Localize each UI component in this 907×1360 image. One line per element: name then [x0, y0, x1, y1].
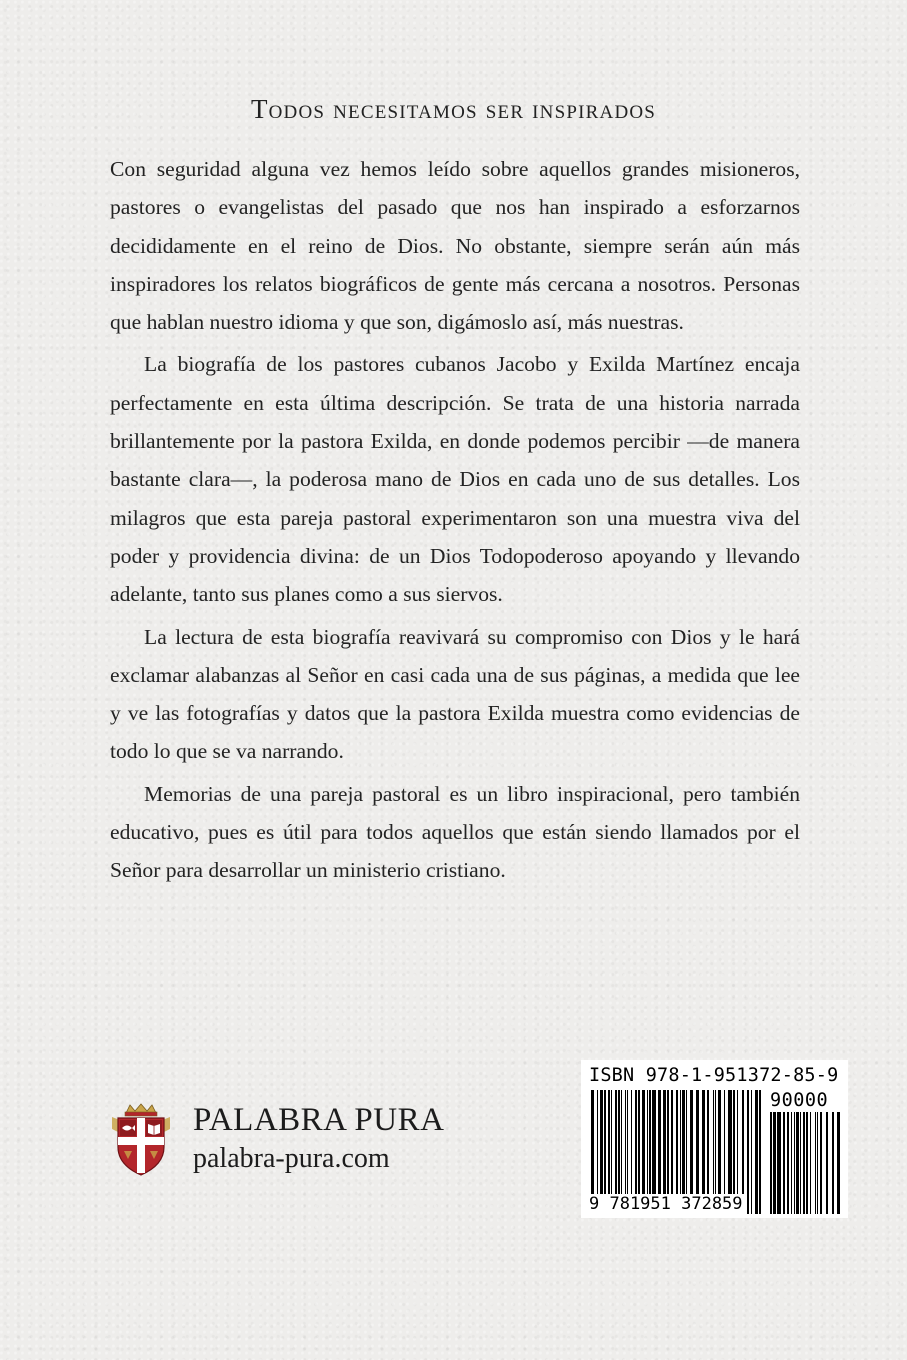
blurb-text: [110, 150, 800, 894]
addon-barcode-bars: [770, 1112, 840, 1214]
publisher-url: palabra-pura.com: [193, 1143, 390, 1174]
publisher-block: [110, 1100, 450, 1180]
isbn-label: ISBN 978-1-951372-85-9: [589, 1065, 839, 1086]
blurb-paragraph-4: Memorias de una pareja pastoral es un libro inspiracional, pero también educativo, pues es útil para todos aquellos que están siendo llamados por el Señor para desarrollar un ministerio cristiano.: [110, 781, 800, 883]
blurb-paragraph-2: La biografía de los pastores cubanos Jacobo y Exilda Martínez encaja perfectamente en esta última descripción. Se trata de una historia narrada brillantemente por la pastora Exilda, en donde podemos percibir —de manera bastante clara—, la poderosa mano de Dios en cada uno de sus detalles. Los milagros que esta pareja pastoral experimentaron son una muestra viva del poder y providencia divina: de un Dios Todopoderoso apoyando y llevando adelante, tanto sus planes como a sus siervos.: [110, 352, 800, 607]
ean-digits: 9 781951 372859: [589, 1194, 743, 1214]
shield-crest-icon: [110, 1103, 172, 1177]
cover-heading: Todos necesitamos ser inspirados: [250, 94, 657, 124]
blurb-paragraph-1: Con seguridad alguna vez hemos leído sobre aquellos grandes misioneros, pastores o evangelistas del pasado que nos han inspirado a esforzarnos decididamente en el reino de Dios. No obstante, siempre serán aún más inspiradores los relatos biográficos de gente más cercana a nosotros. Personas que hablan nuestro idioma y que son, digámoslo así, más nuestras.: [110, 157, 800, 335]
publisher-name: PALABRA PURA: [193, 1102, 445, 1138]
blurb-paragraph-3: La lectura de esta biografía reavivará su compromiso con Dios y le hará exclamar alabanzas al Señor en casi cada una de sus páginas, a medida que lee y ve las fotografías y datos que la pastora Exilda muestra como evidencias de todo lo que se va narrando.: [110, 624, 800, 764]
isbn-barcode: [581, 1060, 848, 1218]
price-code: 90000: [770, 1090, 829, 1111]
